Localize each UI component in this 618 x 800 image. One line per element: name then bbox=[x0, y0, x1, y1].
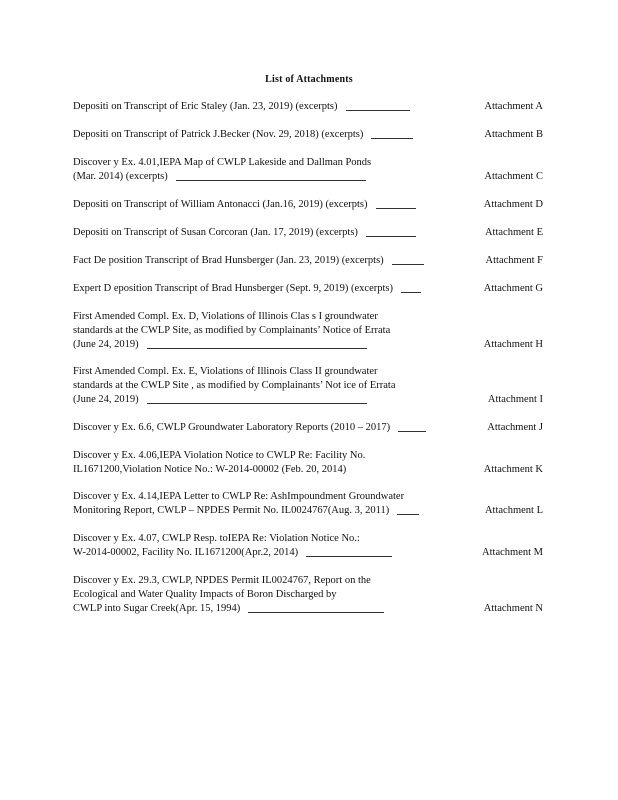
attachment-entry bbox=[73, 128, 543, 142]
attachment-entry bbox=[73, 156, 543, 184]
attachment-label: Attachment K bbox=[483, 464, 543, 475]
leader-line bbox=[147, 403, 367, 404]
entry-text-line bbox=[73, 100, 543, 114]
page-title: List of Attachments bbox=[265, 74, 353, 85]
attachment-entry bbox=[73, 449, 543, 477]
entry-description: Discover y Ex. 4.06,IEPA Violation Notice to CWLP Re: Facility No. bbox=[73, 450, 366, 461]
attachment-entry bbox=[73, 282, 543, 296]
attachment-label: Attachment J bbox=[487, 422, 543, 433]
attachment-label: Attachment H bbox=[483, 339, 543, 350]
entry-description: Depositi on Transcript of Eric Staley (Jan. 23, 2019) (excerpts) bbox=[73, 101, 338, 112]
entry-description: IL1671200,Violation Notice No.: W-2014-00002 (Feb. 20, 2014) bbox=[73, 464, 347, 475]
entry-text-line bbox=[73, 379, 543, 393]
entry-description: Discover y Ex. 6.6, CWLP Groundwater Laboratory Reports (2010 – 2017) bbox=[73, 422, 391, 433]
entry-description: (June 24, 2019) bbox=[73, 394, 139, 405]
entry-description: (June 24, 2019) bbox=[73, 339, 139, 350]
entry-text-line bbox=[73, 393, 543, 407]
attachment-entry bbox=[73, 490, 543, 518]
attachment-label: Attachment F bbox=[485, 255, 543, 266]
attachment-label: Attachment C bbox=[484, 171, 543, 182]
entry-description: First Amended Compl. Ex. E, Violations of Illinois Class II groundwater bbox=[73, 366, 378, 377]
entry-text-line bbox=[73, 365, 543, 379]
entry-description: standards at the CWLP Site, as modified by Complainants’ Notice of Errata bbox=[73, 325, 391, 336]
attachment-label: Attachment D bbox=[483, 199, 543, 210]
attachment-label: Attachment L bbox=[484, 505, 543, 516]
entry-description: W-2014-00002, Facility No. IL1671200(Apr.2, 2014) bbox=[73, 547, 299, 558]
attachment-entry bbox=[73, 226, 543, 240]
attachment-label: Attachment E bbox=[484, 227, 543, 238]
entry-text-line bbox=[73, 254, 543, 268]
entry-text-line bbox=[73, 198, 543, 212]
entry-text-line bbox=[73, 449, 543, 463]
entry-description: Depositi on Transcript of Susan Corcoran (Jan. 17, 2019) (excerpts) bbox=[73, 227, 358, 238]
entry-text-line bbox=[73, 324, 543, 338]
leader-line bbox=[401, 292, 421, 293]
leader-line bbox=[398, 431, 426, 432]
entry-description: Discover y Ex. 29.3, CWLP, NPDES Permit IL0024767, Report on the bbox=[73, 575, 371, 586]
leader-line bbox=[397, 514, 419, 515]
entry-text-line bbox=[73, 282, 543, 296]
attachment-entry bbox=[73, 574, 543, 616]
entry-text-line bbox=[73, 490, 543, 504]
leader-line bbox=[176, 180, 366, 181]
leader-line bbox=[376, 208, 416, 209]
leader-line bbox=[371, 138, 413, 139]
entry-text-line bbox=[73, 156, 543, 170]
entry-text-line bbox=[73, 310, 543, 324]
entry-description: Monitoring Report, CWLP – NPDES Permit No. IL0024767(Aug. 3, 2011) bbox=[73, 505, 390, 516]
leader-line bbox=[346, 110, 410, 111]
attachment-entry bbox=[73, 310, 543, 352]
leader-line bbox=[366, 236, 416, 237]
entry-description: Ecological and Water Quality Impacts of Boron Discharged by bbox=[73, 589, 337, 600]
entry-text-line bbox=[73, 546, 543, 560]
attachment-entry bbox=[73, 365, 543, 407]
entry-description: Discover y Ex. 4.07, CWLP Resp. toIEPA Re: Violation Notice No.: bbox=[73, 533, 360, 544]
leader-line bbox=[392, 264, 424, 265]
attachment-entry bbox=[73, 421, 543, 435]
entry-description: Depositi on Transcript of Patrick J.Becker (Nov. 29, 2018) (excerpts) bbox=[73, 129, 364, 140]
attachment-entry bbox=[73, 198, 543, 212]
attachment-entry bbox=[73, 532, 543, 560]
entry-description: Fact De position Transcript of Brad Hunsberger (Jan. 23, 2019) (excerpts) bbox=[73, 255, 384, 266]
entry-text-line bbox=[73, 128, 543, 142]
entry-text-line bbox=[73, 421, 543, 435]
entry-text-line bbox=[73, 226, 543, 240]
leader-line bbox=[147, 348, 367, 349]
attachment-label: Attachment G bbox=[483, 283, 543, 294]
leader-line bbox=[248, 612, 384, 613]
entry-text-line bbox=[73, 574, 543, 588]
entry-description: Expert D eposition Transcript of Brad Hunsberger (Sept. 9, 2019) (excerpts) bbox=[73, 283, 393, 294]
attachment-label: Attachment B bbox=[484, 129, 543, 140]
entry-text-line bbox=[73, 504, 543, 518]
leader-line bbox=[306, 556, 392, 557]
entry-description: First Amended Compl. Ex. D, Violations of Illinois Clas s I groundwater bbox=[73, 311, 378, 322]
entry-text-line bbox=[73, 588, 543, 602]
attachment-label: Attachment A bbox=[484, 101, 543, 112]
attachment-label: Attachment I bbox=[487, 394, 543, 405]
attachment-entry bbox=[73, 254, 543, 268]
entry-text-line bbox=[73, 532, 543, 546]
entry-description: CWLP into Sugar Creek(Apr. 15, 1994) bbox=[73, 603, 241, 614]
attachment-label: Attachment M bbox=[482, 547, 543, 558]
entry-description: Discover y Ex. 4.14,IEPA Letter to CWLP Re: AshImpoundment Groundwater bbox=[73, 491, 405, 502]
entry-text-line bbox=[73, 338, 543, 352]
entry-description: Depositi on Transcript of William Antonacci (Jan.16, 2019) (excerpts) bbox=[73, 199, 368, 210]
entry-text-line bbox=[73, 463, 543, 477]
entry-description: standards at the CWLP Site , as modified by Complainants’ Not ice of Errata bbox=[73, 380, 396, 391]
attachment-label: Attachment N bbox=[483, 603, 543, 614]
entry-description: Discover y Ex. 4.01,IEPA Map of CWLP Lakeside and Dallman Ponds bbox=[73, 157, 372, 168]
attachment-entry bbox=[73, 100, 543, 114]
entry-text-line bbox=[73, 170, 543, 184]
entry-description: (Mar. 2014) (excerpts) bbox=[73, 171, 168, 182]
entry-text-line bbox=[73, 602, 543, 616]
